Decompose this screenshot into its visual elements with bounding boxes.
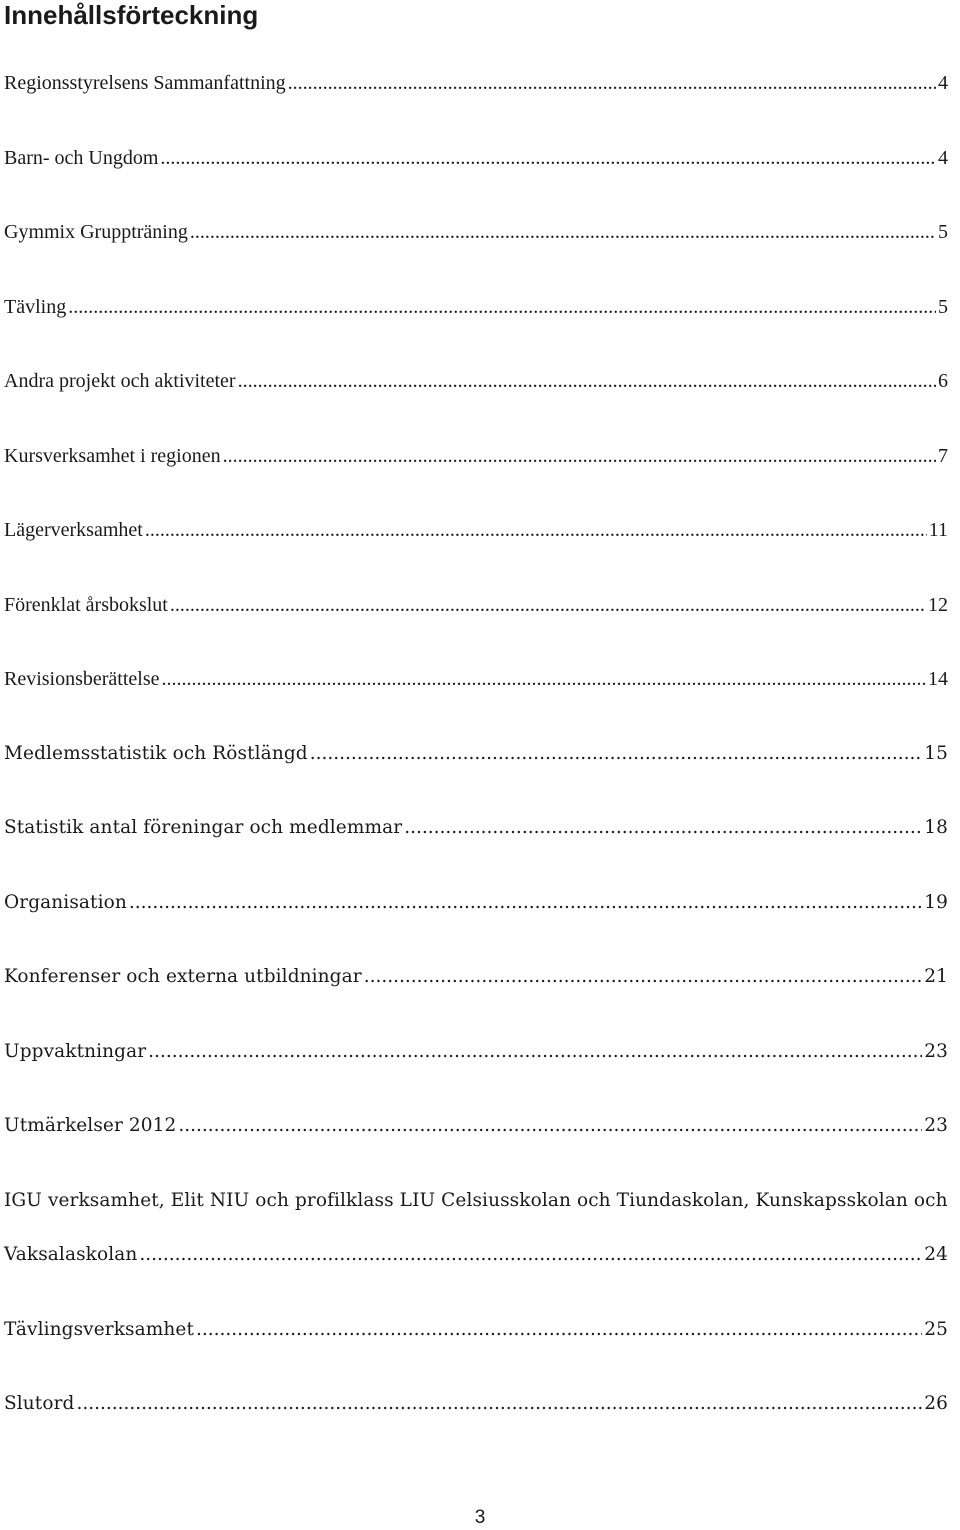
toc-entry-page: 23 xyxy=(924,1115,948,1136)
toc-entry-title: Revisionsberättelse xyxy=(4,668,160,690)
toc-entry-title: Andra projekt och aktiviteter xyxy=(4,370,236,392)
toc-leader-dots xyxy=(129,890,922,916)
toc-entry[interactable] xyxy=(4,1039,948,1065)
toc-entry[interactable] xyxy=(4,890,948,916)
toc-entry[interactable] xyxy=(4,592,948,618)
toc-entry-title: Utmärkelser 2012 xyxy=(4,1115,177,1136)
toc-entry-page: 5 xyxy=(938,296,948,318)
toc-entry-page: 12 xyxy=(928,594,948,616)
toc-entry-page: 24 xyxy=(924,1244,948,1265)
toc-leader-dots xyxy=(288,70,936,96)
toc-entry[interactable] xyxy=(4,815,948,841)
toc-entry-title: Organisation xyxy=(4,892,127,913)
toc-leader-dots xyxy=(178,1113,922,1139)
toc-entry-multiline[interactable] xyxy=(4,1188,960,1214)
toc-leader-dots xyxy=(68,294,936,320)
toc-entry-title: Regionsstyrelsens Sammanfattning xyxy=(4,72,286,94)
toc-entry-title: Medlemsstatistik och Röstlängd xyxy=(4,743,308,764)
toc-entry-page: 7 xyxy=(938,445,948,467)
toc-leader-dots xyxy=(76,1391,922,1417)
toc-entry[interactable] xyxy=(4,219,948,245)
toc-entry[interactable] xyxy=(4,666,948,692)
toc-entry-page: 4 xyxy=(938,72,948,94)
toc-entry-page: 26 xyxy=(924,1393,948,1414)
toc-leader-dots xyxy=(223,443,936,469)
toc-leader-dots xyxy=(145,517,927,543)
toc-entry-page: 14 xyxy=(928,668,948,690)
toc-entry[interactable] xyxy=(4,517,948,543)
toc-entry-title: Tävlingsverksamhet xyxy=(4,1319,194,1340)
toc-entry-title: Gymmix Gruppträning xyxy=(4,221,188,243)
toc-leader-dots xyxy=(196,1317,922,1343)
toc-entry[interactable] xyxy=(4,1391,948,1417)
toc-heading: Innehållsförteckning xyxy=(4,0,259,30)
toc-entry-page: 4 xyxy=(938,147,948,169)
toc-entry-page: 23 xyxy=(924,1041,948,1062)
toc-entry-title: Tävling xyxy=(4,296,67,318)
toc-entry[interactable] xyxy=(4,145,948,171)
toc-entry[interactable] xyxy=(4,1317,948,1343)
toc-entry[interactable] xyxy=(4,964,948,990)
toc-entry[interactable] xyxy=(4,1113,948,1139)
toc-leader-dots xyxy=(160,145,936,171)
toc-entry[interactable] xyxy=(4,443,948,469)
toc-entry-page: 21 xyxy=(924,966,948,987)
toc-leader-dots xyxy=(162,666,926,692)
toc-entry-page: 6 xyxy=(938,370,948,392)
toc-entry-continuation[interactable] xyxy=(4,1242,948,1268)
toc-entry-title-line2: Vaksalaskolan xyxy=(4,1244,138,1265)
toc-entry-title: Slutord xyxy=(4,1393,75,1414)
toc-leader-dots xyxy=(238,368,936,394)
toc-entry-page: 25 xyxy=(924,1319,948,1340)
toc-entry-page: 11 xyxy=(928,519,948,541)
toc-entry[interactable] xyxy=(4,70,948,96)
toc-entry-title: Lägerverksamhet xyxy=(4,519,143,541)
toc-entry-page: 15 xyxy=(924,743,948,764)
toc-entry-title: Uppvaktningar xyxy=(4,1041,147,1062)
page-number: 3 xyxy=(474,1507,486,1528)
toc-leader-dots xyxy=(310,741,923,767)
toc-entry-title: Förenklat årsbokslut xyxy=(4,594,168,616)
toc-entry-title: Barn- och Ungdom xyxy=(4,147,159,169)
toc-leader-dots xyxy=(139,1242,922,1268)
toc-entry[interactable] xyxy=(4,741,948,767)
toc-entry[interactable] xyxy=(4,294,948,320)
toc-entry-title: Konferenser och externa utbildningar xyxy=(4,966,362,987)
toc-leader-dots xyxy=(170,592,926,618)
toc-leader-dots xyxy=(404,815,922,841)
toc-entry-title: Statistik antal föreningar och medlemmar xyxy=(4,817,403,838)
toc-entry-title-line1: IGU verksamhet, Elit NIU och profilklass LIU Celsiusskolan och Tiundaskolan, Kunskapsskolan och xyxy=(4,1190,948,1211)
toc-entry-title: Kursverksamhet i regionen xyxy=(4,445,221,467)
toc-entry-page: 5 xyxy=(938,221,948,243)
toc-entry-page: 19 xyxy=(924,892,948,913)
toc-leader-dots xyxy=(190,219,936,245)
toc-leader-dots xyxy=(148,1039,922,1065)
toc-entry-page: 18 xyxy=(924,817,948,838)
toc-leader-dots xyxy=(364,964,923,990)
toc-entry[interactable] xyxy=(4,368,948,394)
